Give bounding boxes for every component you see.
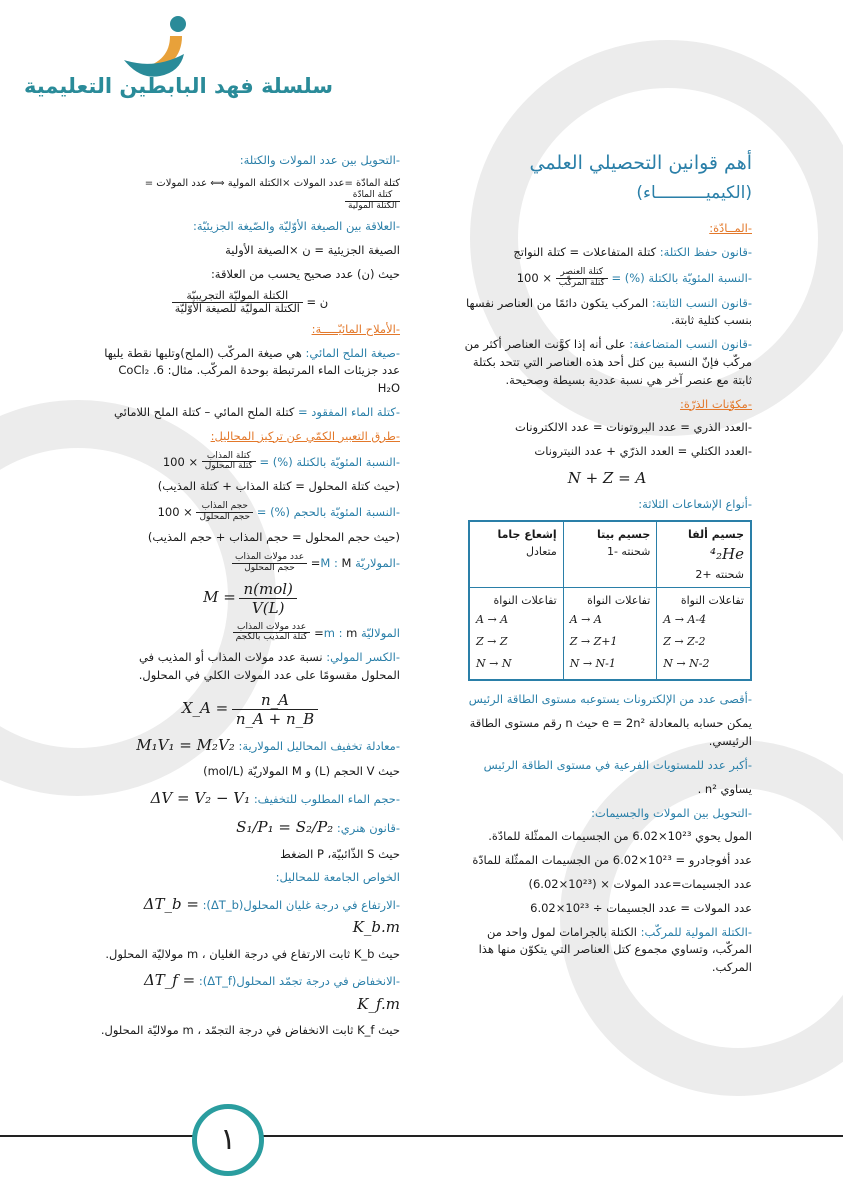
- text: يساوي n² .: [697, 781, 752, 796]
- fraction: $\frac{\text{كتلة المادّة}}{\text{الكتلة المولية}}$: [345, 191, 400, 212]
- text: حيث S الذّائبيّة، P الضغط: [280, 846, 400, 861]
- text: كتلة المتفاعلات = كتلة النواتج: [513, 244, 657, 259]
- section-concentration: -طرق التعبير الكمّي عن تركيز المحاليل:: [210, 428, 400, 443]
- text: (حيث حجم المحلول = حجم المذاب + حجم المذيب): [147, 529, 400, 544]
- fraction: $\frac{\text{حجم المذاب}}{\text{حجم المحلول}}$: [196, 502, 253, 523]
- equation: ΔT_f = K_f.m: [143, 971, 400, 1013]
- fraction: $\frac{\text{كتلة المذاب}}{\text{كتلة المحلول}}$: [202, 452, 256, 473]
- section-hydrates: -الأملاح المائيّـــــة:: [311, 321, 400, 336]
- label: -كتلة الماء المفقود =: [298, 404, 400, 419]
- text: عدد المولات =: [144, 177, 208, 189]
- label: -أنواع الإشعاعات الثلاثة:: [638, 497, 752, 512]
- text: -العدد الذري = عدد البروتونات = عدد الالكترونات: [515, 420, 752, 435]
- text: عدد الجسيمات=عدد المولات × (10²³×6.02): [528, 876, 752, 891]
- table-cell: جسيم بيتا شحنته -1: [563, 521, 657, 588]
- label: -معادلة تخفيف المحاليل المولارية:: [238, 738, 400, 753]
- text: الكتلة بالجرامات لمول واحد من المركّب، وتساوي مجموع كتل العناصر التي يتكوّن منها هذا المركب.: [478, 924, 752, 975]
- series-name: سلسلة فهد البابطين التعليمية: [24, 74, 333, 98]
- label: -صيغة الملح المائي:: [305, 345, 400, 360]
- label: -التحويل بين عدد المولات والكتلة:: [239, 153, 400, 167]
- equation: ΔV = V₂ − V₁: [150, 789, 251, 808]
- label: المولاليّة m :: [323, 625, 400, 640]
- label: -النسبة المئويّة بالكتلة (%) =: [259, 454, 400, 469]
- label: -الارتفاع في درجة غليان المحلول(ΔT_b):: [202, 898, 400, 913]
- fraction: $\frac{\text{الكتلة الموليّة التجريبيّة}}{\text{الكتلة الموليّة للصيغة الأوّليّة}}$: [172, 290, 303, 315]
- fraction: n(mol) V(L): [239, 580, 296, 617]
- label: -الكسر المولي:: [326, 650, 400, 665]
- label: -قانون حفظ الكتلة:: [659, 244, 752, 259]
- text: عدد المولات = عدد الجسيمات ÷ 10²³×6.02: [530, 900, 752, 915]
- left-column: [100, 152, 400, 1046]
- subject-title: (الكيميــــــــــاء): [636, 182, 752, 203]
- text: الصيغة الجزيئية = ن ×الصيغة الأولية: [225, 242, 400, 257]
- table-cell: تفاعلات النواة A → A Z → Z+1 N → N-1: [563, 588, 657, 681]
- label: -قانون هنري:: [336, 821, 400, 836]
- equation: N + Z = A: [567, 469, 647, 487]
- equation: M =: [203, 587, 236, 606]
- footer-divider: [0, 1135, 843, 1137]
- text: هي صيغة المركّب (الملح)وتليها نقطة يليها عدد جزيئات الماء المرتبطة بوحدة المركّب. مثال: CoCl₂ .6 H₂O: [104, 345, 400, 396]
- text: كتلة الملح المائي – كتلة الملح اللامائي: [114, 404, 295, 419]
- label: -قانون النسب المتضاعفة:: [629, 337, 752, 352]
- text: (حيث كتلة المحلول = كتلة المذاب + كتلة المذيب): [157, 479, 400, 494]
- table-cell: تفاعلات النواة A → A-4 Z → Z-2 N → N-2: [657, 588, 751, 681]
- text: حيث (ن) عدد صحيح يحسب من العلاقة:: [210, 266, 400, 281]
- equation: X_A =: [181, 698, 229, 717]
- text: M=: [310, 555, 352, 570]
- label: -أقصى عدد من الإلكترونات يستوعبه مستوى الطاقة الرئيس: [468, 692, 752, 707]
- fraction: $\frac{n\_A}{n\_A + n\_B}$: [232, 691, 318, 728]
- fraction: $\frac{\text{عدد مولات المذاب}}{\text{كتلة المذيب بالكجم}}$: [233, 623, 311, 644]
- text: المول يحوي 10²³×6.02 من الجسيمات الممثّلة للمادّة.: [488, 829, 752, 844]
- section-matter: -المــادّة:: [709, 221, 752, 236]
- text: عدد أفوجادرو = 10²³×6.02 من الجسيمات الممثّلة للمادّة: [472, 853, 752, 868]
- label: الخواص الجامعة للمحاليل:: [275, 870, 400, 885]
- label: -الانخفاض في درجة تجمّد المحلول(ΔT_f):: [198, 974, 400, 989]
- page-number: ١: [192, 1104, 264, 1176]
- text: × 100: [162, 454, 199, 469]
- label: -حجم الماء المطلوب للتخفيف:: [253, 792, 400, 807]
- page-title: أهم قوانين التحصيلي العلمي: [529, 152, 752, 174]
- label: -التحويل بين المولات والجسيمات:: [591, 805, 752, 820]
- table-cell: إشعاع جاما متعادل: [469, 521, 563, 588]
- label: -قانون النسب الثابتة:: [651, 295, 752, 310]
- text: × 100: [516, 270, 552, 285]
- label: -النسبة المئويّة بالحجم (%) =: [256, 505, 400, 520]
- label: -المولاريّة M :: [320, 555, 400, 570]
- text: حيث K_b ثابت الارتفاع في درجة الغليان ، m مولاليّة المحلول.: [105, 946, 400, 961]
- equation: ΔT_b = K_b.m: [143, 895, 400, 937]
- equation: M₁V₁ = M₂V₂: [136, 735, 235, 754]
- radiation-table: [468, 520, 752, 681]
- text: نسبة عدد مولات المذاب أو المذيب في المحلول مقسومًا على عدد المولات الكلي في المحلول.: [138, 650, 400, 683]
- fraction: $\frac{\text{عدد مولات المذاب}}{\text{حجم المحلول}}$: [232, 553, 307, 574]
- text: -العدد الكتلي = العدد الذرّي + عدد النيترونات: [534, 444, 752, 459]
- text: m=: [314, 625, 358, 640]
- fraction: $\frac{\text{كتلة العنصر}}{\text{كتلة المركّب}}$: [556, 268, 608, 289]
- table-cell: جسيم ألفا ⁴₂He شحنته +2: [657, 521, 751, 588]
- label: -العلاقة بين الصيغة الأوّليّة والصّيغة الجزيئيّة:: [193, 219, 400, 234]
- label: -النسبة المئويّة بالكتلة (%) =: [611, 270, 752, 285]
- text: على أنه إذا كوَّنت العناصر أكثر من مركّب فإنّ النسبة بين كتل أحد هذه العناصر التي تتحد بكتلة ثابتة مع عنصر آخر هي نسبة عددية بسيطة وصحيحة.: [464, 337, 752, 387]
- text: ن =: [306, 294, 329, 309]
- text: كتلة المادّة =عدد المولات ×الكتلة المولية ⟺: [210, 177, 400, 189]
- text: حيث V الحجم (L) و M المولاريّة (mol/L): [203, 764, 400, 779]
- right-column: [462, 152, 752, 983]
- label: -الكتلة المولية للمركّب:: [640, 924, 752, 939]
- label: -أكبر عدد للمستويات الفرعية في مستوى الطاقة الرئيس: [483, 757, 752, 772]
- text: × 100: [157, 505, 193, 520]
- text: يمكن حسابه بالمعادلة e = 2n² حيث n رقم مستوى الطاقة الرئيسي.: [469, 716, 752, 749]
- equation: S₁/P₁ = S₂/P₂: [236, 818, 334, 837]
- section-atom: -مكوّنات الذرّة:: [680, 396, 752, 411]
- text: حيث K_f ثابت الانخفاض في درجة التجمّد ، m مولاليّة المحلول.: [100, 1022, 400, 1037]
- text: المركب يتكون دائمًا من العناصر نفسها بنسب كتلية ثابتة.: [466, 295, 752, 328]
- table-cell: تفاعلات النواة A → A Z → Z N → N: [469, 588, 563, 681]
